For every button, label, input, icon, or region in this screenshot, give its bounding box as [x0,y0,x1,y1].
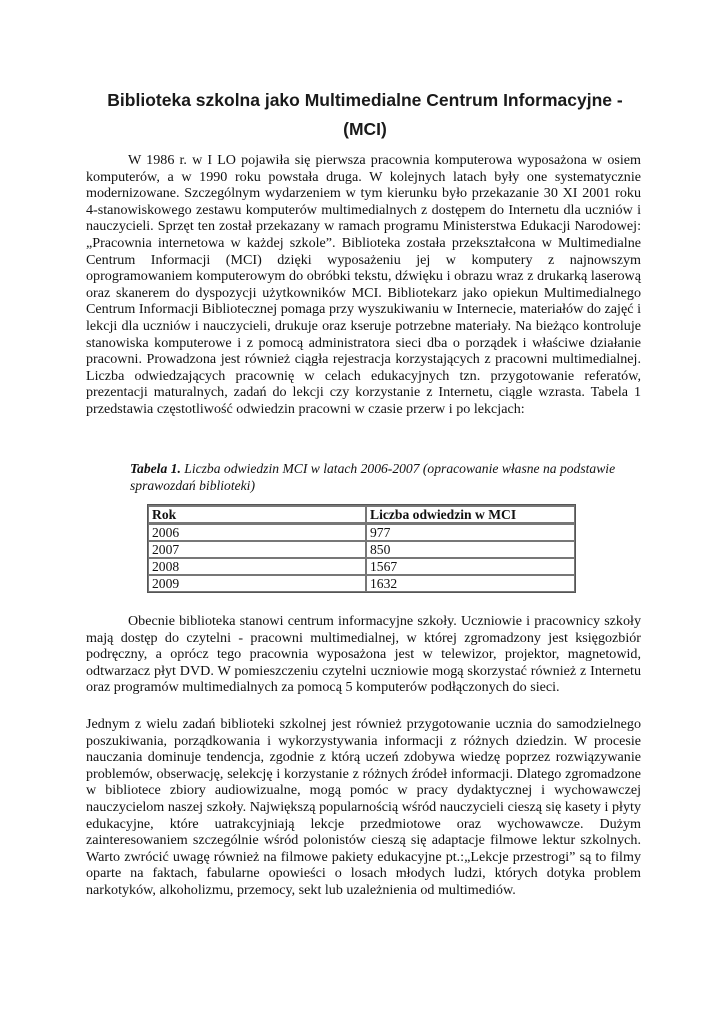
cell-visits: 1632 [366,575,575,592]
paragraph-library-center: Obecnie biblioteka stanowi centrum informacyjne szkoły. Uczniowie i pracownicy szkoły mają dostęp do czytelni - pracowni multimedialnej, w której zgromadzony jest księgozbiór podręczny, a oprócz tego pracownia wyposażona jest w telewizor, projektor, magnetowid, odtwarzacz płyt DVD. W pomieszczeniu czytelni uczniowie mogą skorzystać również z Internetu oraz programów multimedialnych za pomocą 5 komputerów podłączonych do sieci. [86,613,641,696]
header-year: Rok [148,505,366,524]
table-header-row [148,505,575,524]
cell-visits: 1567 [366,558,575,575]
cell-year: 2008 [148,558,366,575]
cell-year: 2007 [148,541,366,558]
cell-visits: 977 [366,524,575,541]
title-line-2: (MCI) [343,119,387,139]
paragraph-intro: W 1986 r. w I LO pojawiła się pierwsza pracownia komputerowa wyposażona w osiem komputerów, a w 1990 roku powstała druga. W kolejnych latach były one systematycznie modernizowane. Szczególnym wydarzeniem w tym kierunku było przekazanie 30 XI 2001 roku 4-stanowiskowego zestawu komputerów multimedialnych z dostępem do Internetu dla uczniów i nauczycieli. Sprzęt ten został przekazany w ramach programu Ministerstwa Edukacji Narodowej: „Pracownia internetowa w każdej szkole”. Biblioteka została przekształcona w Multimedialne Centrum Informacji (MCI) dzięki wyposażeniu jej w komputery z najnowszym oprogramowaniem komputerowym do obróbki tekstu, dźwięku i obrazu wraz z drukarką laserową oraz skanerem do dyspozycji użytkowników MCI. Bibliotekarz jako opiekun Multimedialnego Centrum Informacji Bibliotecznej pomaga przy wyszukiwaniu w Internecie, materiałów do zajęć i lekcji dla uczniów i nauczycieli, drukuje oraz kseruje potrzebne materiały. Na bieżąco kontroluje stanowiska komputerowe i z pomocą administratora sieci dba o porządek i właściwe działanie pracowni. Prowadzona jest również ciągła rejestracja korzystających z pracowni multimedialnej. Liczba odwiedzających pracownię w celach edukacyjnych tzn. przygotowanie referatów, prezentacji maturalnych, zadań do lekcji czy korzystanie z Internetu, ciągle wzrasta. Tabela 1 przedstawia częstotliwość odwiedzin pracowni w czasie przerw i po lekcjach: [86,152,641,417]
visits-table [147,504,576,593]
table-row [148,575,575,592]
cell-visits: 850 [366,541,575,558]
title-line-1: Biblioteka szkolna jako Multimedialne Centrum Informacyjne - [107,90,623,110]
table-caption [130,461,640,494]
table-row [148,558,575,575]
table-caption-label: Tabela 1. [130,461,181,476]
table-row [148,524,575,541]
visits-table-wrapper [147,504,576,593]
cell-year: 2006 [148,524,366,541]
table-caption-text: Liczba odwiedzin MCI w latach 2006-2007 (opracowanie własne na podstawie sprawozdań biblioteki) [130,461,616,493]
paragraph-library-tasks: Jednym z wielu zadań biblioteki szkolnej jest również przygotowanie ucznia do samodzielnego poszukiwania, porządkowania i wykorzystywania informacji z różnych dziedzin. W procesie nauczania dominuje tendencja, zgodnie z którą uczeń zdobywa wiedzę poprzez rozwiązywanie problemów, obserwację, selekcję i korzystanie z różnych źródeł informacji. Dlatego zgromadzone w bibliotece zbiory audiowizualne, mogą pomóc w pracy dydaktycznej i wychowawczej nauczycielom naszej szkoły. Największą popularnością wśród nauczycieli cieszą się kasety i płyty edukacyjne, które uatrakcyjniają lekcje przedmiotowe oraz wychowawcze. Dużym zainteresowaniem szczególnie wśród polonistów cieszą się adaptacje filmowe lektur szkolnych. Warto zwrócić uwagę również na filmowe pakiety edukacyjne pt.:„Lekcje przestrogi” są to filmy oparte na faktach, fabularne opowieści o losach młodych ludzi, których dotyka problem narkotyków, alkoholizmu, przemocy, sekt lub uzależnienia od multimediów. [86,716,641,898]
cell-year: 2009 [148,575,366,592]
document-title [70,86,660,144]
table-row [148,541,575,558]
header-visits: Liczba odwiedzin w MCI [366,505,575,524]
